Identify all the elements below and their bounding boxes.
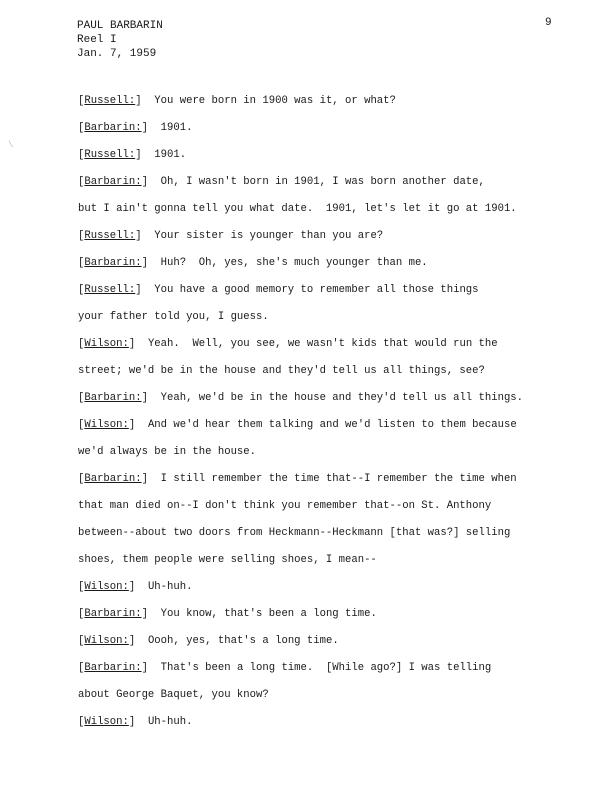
bracket: ] <box>141 608 161 620</box>
speaker-name: Russell: <box>84 95 136 107</box>
transcript-line <box>78 520 598 547</box>
transcript-line <box>78 655 598 682</box>
transcript-line <box>78 223 598 250</box>
bracket: ] <box>135 149 155 161</box>
speaker-name: Barbarin: <box>84 176 142 188</box>
bracket: ] <box>128 338 148 350</box>
speaker-name: Wilson: <box>84 716 129 728</box>
bracket: ] <box>128 581 148 593</box>
line-text: we'd always be in the house. <box>78 446 257 458</box>
transcript-line <box>78 169 598 196</box>
bracket: [ <box>78 608 85 620</box>
line-text: Your sister is younger than you are? <box>154 230 384 242</box>
line-text: your father told you, I guess. <box>78 311 269 323</box>
bracket: [ <box>78 581 85 593</box>
transcript-body <box>78 88 598 736</box>
line-text: Oh, I wasn't born in 1901, I was born another date, <box>160 176 485 188</box>
speaker-name: Barbarin: <box>84 662 142 674</box>
transcript-line <box>78 493 598 520</box>
bracket: [ <box>78 284 85 296</box>
bracket: [ <box>78 716 85 728</box>
line-text: shoes, them people were selling shoes, I mean-- <box>78 554 377 566</box>
speaker-name: Wilson: <box>84 635 129 647</box>
bracket: ] <box>141 473 161 485</box>
transcript-line <box>78 466 598 493</box>
bracket: [ <box>78 419 85 431</box>
transcript-line <box>78 196 598 223</box>
line-text: Oooh, yes, that's a long time. <box>147 635 339 647</box>
transcript-line <box>78 88 598 115</box>
speaker-name: Barbarin: <box>84 608 142 620</box>
line-text: Huh? Oh, yes, she's much younger than me. <box>160 257 428 269</box>
transcript-line <box>78 115 598 142</box>
line-text: Uh-huh. <box>147 716 193 728</box>
line-text: about George Baquet, you know? <box>78 689 269 701</box>
bracket: ] <box>135 230 155 242</box>
transcript-line <box>78 304 598 331</box>
transcript-line <box>78 142 598 169</box>
page-header <box>77 19 163 61</box>
bracket: ] <box>135 284 155 296</box>
bracket: [ <box>78 338 85 350</box>
bracket: [ <box>78 662 85 674</box>
transcript-line <box>78 601 598 628</box>
speaker-name: Wilson: <box>84 338 129 350</box>
page-number: 9 <box>545 17 552 29</box>
bracket: [ <box>78 230 85 242</box>
bracket: ] <box>141 662 161 674</box>
speaker-name: Barbarin: <box>84 473 142 485</box>
line-text: Yeah, we'd be in the house and they'd tell us all things. <box>160 392 524 404</box>
transcript-line <box>78 331 598 358</box>
bracket: [ <box>78 95 85 107</box>
transcript-line <box>78 250 598 277</box>
line-text: 1901. <box>154 149 187 161</box>
speaker-name: Wilson: <box>84 419 129 431</box>
line-text: You know, that's been a long time. <box>160 608 377 620</box>
bracket: [ <box>78 473 85 485</box>
line-text: And we'd hear them talking and we'd listen to them because <box>147 419 517 431</box>
bracket: [ <box>78 176 85 188</box>
speaker-name: Russell: <box>84 230 136 242</box>
interviewee-name: PAUL BARBARIN <box>77 20 163 32</box>
transcript-line <box>78 547 598 574</box>
transcript-line <box>78 412 598 439</box>
transcript-line <box>78 628 598 655</box>
bracket: [ <box>78 392 85 404</box>
bracket: [ <box>78 122 85 134</box>
line-text: I still remember the time that--I remember the time when <box>160 473 517 485</box>
transcript-line <box>78 439 598 466</box>
bracket: ] <box>128 716 148 728</box>
line-text: that man died on--I don't think you remember that--on St. Anthony <box>78 500 492 512</box>
bracket: ] <box>128 419 148 431</box>
bracket: [ <box>78 257 85 269</box>
line-text: Yeah. Well, you see, we wasn't kids that would run the <box>147 338 498 350</box>
speaker-name: Russell: <box>84 284 136 296</box>
line-text: between--about two doors from Heckmann--Heckmann [that was?] selling <box>78 527 511 539</box>
bracket: ] <box>141 392 161 404</box>
speaker-name: Russell: <box>84 149 136 161</box>
bracket: ] <box>141 122 161 134</box>
speaker-name: Barbarin: <box>84 392 142 404</box>
transcript-line <box>78 574 598 601</box>
speaker-name: Barbarin: <box>84 122 142 134</box>
line-text: You were born in 1900 was it, or what? <box>154 95 396 107</box>
reel-label: Reel I <box>77 34 117 46</box>
bracket: ] <box>128 635 148 647</box>
bracket: ] <box>141 257 161 269</box>
line-text: but I ain't gonna tell you what date. 1901, let's let it go at 1901. <box>78 203 517 215</box>
speaker-name: Wilson: <box>84 581 129 593</box>
line-text: street; we'd be in the house and they'd tell us all things, see? <box>78 365 485 377</box>
interview-date: Jan. 7, 1959 <box>77 48 157 60</box>
bracket: ] <box>141 176 161 188</box>
margin-mark: \ <box>8 140 14 150</box>
speaker-name: Barbarin: <box>84 257 142 269</box>
bracket: ] <box>135 95 155 107</box>
transcript-line <box>78 277 598 304</box>
bracket: [ <box>78 635 85 647</box>
line-text: 1901. <box>160 122 193 134</box>
line-text: That's been a long time. [While ago?] I was telling <box>160 662 492 674</box>
line-text: You have a good memory to remember all those things <box>154 284 479 296</box>
transcript-line <box>78 358 598 385</box>
transcript-line <box>78 682 598 709</box>
line-text: Uh-huh. <box>147 581 193 593</box>
bracket: [ <box>78 149 85 161</box>
transcript-line <box>78 385 598 412</box>
transcript-line <box>78 709 598 736</box>
